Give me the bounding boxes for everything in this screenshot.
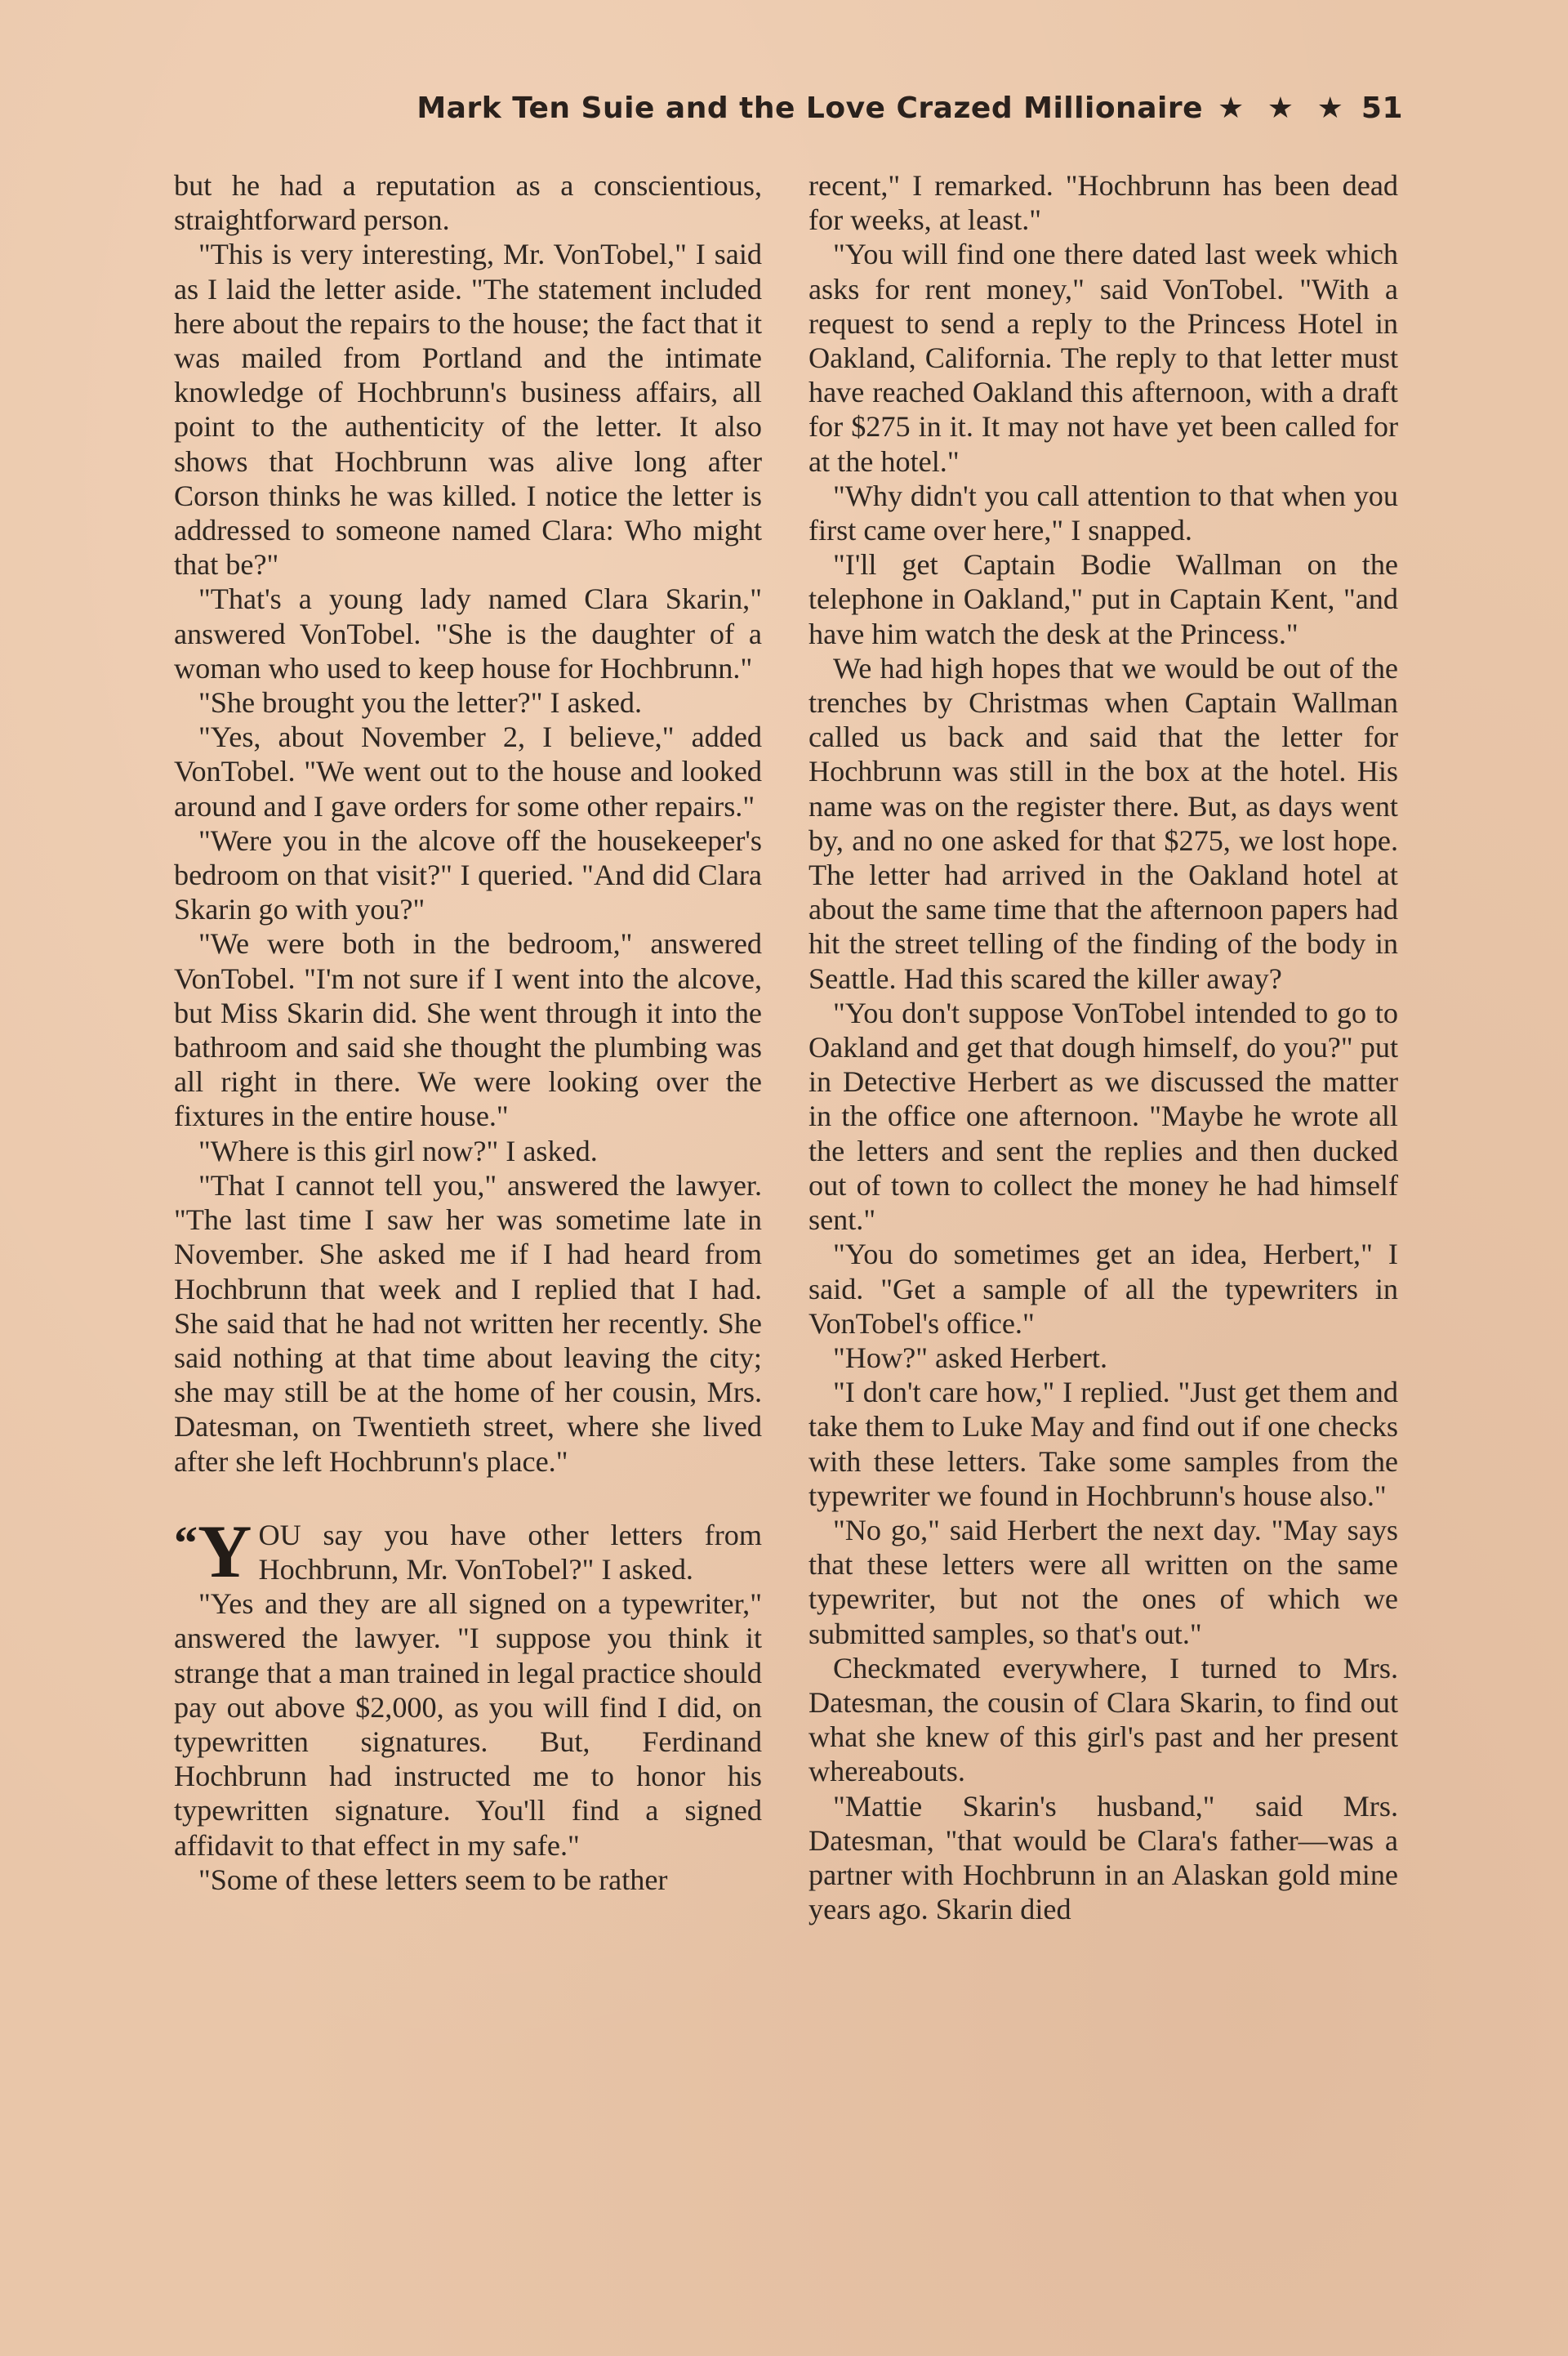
paragraph: "We were both in the bedroom," answered VonTobel. "I'm not sure if I went into the alcove, but Miss Skarin did. She went through it into the bathroom and said she thought the plumbing was all right in there. We were looking over the fixtures in the entire house.": [174, 927, 762, 1133]
paragraph: "Were you in the alcove off the housekeeper's bedroom on that visit?" I queried. "And did Clara Skarin go with you?": [174, 823, 762, 926]
paragraph: "Yes, about November 2, I believe," added VonTobel. "We went out to the house and looked around and I gave orders for some other repairs.": [174, 721, 762, 823]
left-column: [174, 168, 762, 1897]
paragraph: "Yes and they are all signed on a typewriter," answered the lawyer. "I suppose you think it strange that a man trained in legal practice should pay out above $2,000, as you will find I did, on typewritten signatures. But, Ferdinand Hochbrunn had instructed me to honor his typewritten signature. You'll find a signed affidavit to that effect in my safe.": [174, 1587, 762, 1862]
paragraph: "You will find one there dated last week which asks for rent money," said VonTobel. "With a request to send a reply to the Princess Hotel in Oakland, California. The reply to that letter must have reached Oakland this afternoon, with a draft for $275 in it. It may not have yet been called for at the hotel.": [808, 238, 1398, 478]
running-header: [412, 91, 1403, 125]
paragraph: "She brought you the letter?" I asked.: [198, 686, 643, 720]
paragraph: "I'll get Captain Bodie Wallman on the telephone in Oakland," put in Captain Kent, "and have him watch the desk at the Princess.": [808, 548, 1398, 650]
paragraph: "Where is this girl now?" I asked.: [198, 1134, 598, 1167]
paragraph: OU say you have other letters from Hochbrunn, Mr. VonTobel?" I asked.: [258, 1518, 762, 1586]
drop-cap-quote: “: [174, 1515, 198, 1569]
paragraph: "This is very interesting, Mr. VonTobel," I said as I laid the letter aside. "The statement included here about the repairs to the house; the fact that it was mailed from Portland and the intimate knowledge of Hochbrunn's business affairs, all point to the authenticity of the letter. It also shows that Hochbrunn was alive long after Corson thinks he was killed. I notice the letter is addressed to someone named Clara: Who might that be?": [174, 238, 762, 582]
paragraph: "You don't suppose VonTobel intended to go to Oakland and get that dough himself, do you?" put in Detective Herbert as we discussed the matter in the office one afternoon. "Maybe he wrote all the letters and sent the replies and then ducked out of town to collect the money he had himself sent.": [808, 996, 1398, 1237]
paragraph: "You do sometimes get an idea, Herbert," I said. "Get a sample of all the typewriters in VonTobel's office.": [808, 1238, 1398, 1340]
paragraph: We had high hopes that we would be out of the trenches by Christmas when Captain Wallman called us back and said that the letter for Hochbrunn was still in the box at the hotel. His name was on the register there. But, as days went by, and no one asked for that $275, we lost hope. The letter had arrived in the Oakland hotel at about the same time that the afternoon papers had hit the street telling of the finding of the body in Seattle. Had this scared the killer away?: [808, 651, 1398, 995]
paragraph: "Some of these letters seem to be rather: [198, 1863, 668, 1896]
page-number: 51: [1361, 91, 1403, 125]
paragraph: "Why didn't you call attention to that when you first came over here," I snapped.: [808, 479, 1398, 547]
stars-ornament: ★ ★ ★: [1218, 91, 1350, 125]
right-column: [808, 168, 1398, 1926]
paragraph: Checkmated everywhere, I turned to Mrs. Datesman, the cousin of Clara Skarin, to find out what she knew of this girl's past and her present whereabouts.: [808, 1651, 1398, 1788]
story-title: Mark Ten Suie and the Love Crazed Millionaire: [416, 91, 1203, 125]
paragraph: "I don't care how," I replied. "Just get them and take them to Luke May and find out if one checks with these letters. Take some samples from the typewriter we found in Hochbrunn's house also.": [808, 1376, 1398, 1512]
drop-cap-paragraph: [174, 1509, 762, 1593]
paragraph: "No go," said Herbert the next day. "May says that these letters were all written on the same typewriter, but not the ones of which we submitted samples, so that's out.": [808, 1513, 1398, 1650]
paragraph: "That I cannot tell you," answered the lawyer. "The last time I saw her was sometime late in November. She asked me if I had heard from Hochbrunn that week and I replied that I had. She said that he had not written her recently. She said nothing at that time about leaving the city; she may still be at the home of her cousin, Mrs. Datesman, on Twentieth street, where she lived after she left Hochbrunn's place.": [174, 1168, 762, 1478]
paragraph: "That's a young lady named Clara Skarin," answered VonTobel. "She is the daughter of a woman who used to keep house for Hochbrunn.": [174, 582, 762, 685]
paragraph: "How?" asked Herbert.: [833, 1341, 1108, 1374]
paragraph: "Mattie Skarin's husband," said Mrs. Datesman, "that would be Clara's father—was a partner with Hochbrunn in an Alaskan gold mine years ago. Skarin died: [808, 1789, 1398, 1926]
drop-cap-letter: Y: [198, 1509, 252, 1593]
section-break: [174, 1479, 762, 1518]
paragraph: but he had a reputation as a conscientious, straightforward person.: [174, 169, 762, 237]
paragraph: recent," I remarked. "Hochbrunn has been dead for weeks, at least.": [808, 169, 1398, 237]
drop-cap: [174, 1509, 252, 1593]
